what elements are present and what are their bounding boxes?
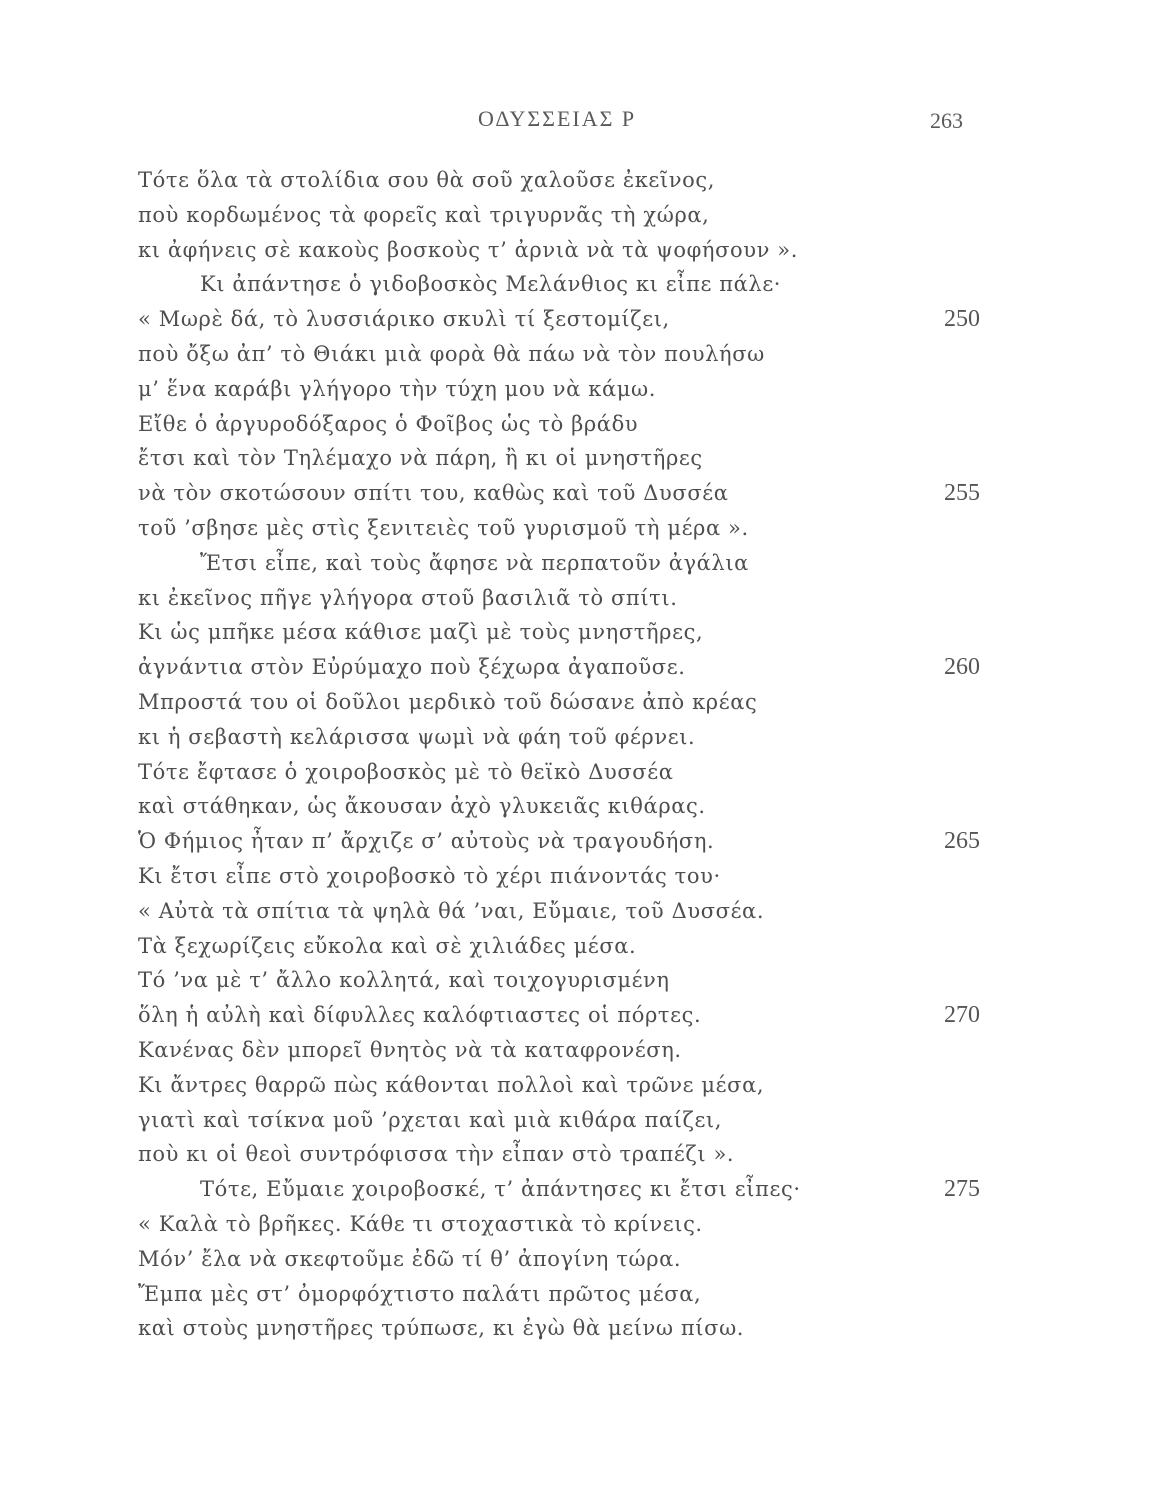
verse-line [138,1137,988,1172]
verse-text: Κι ὡς μπῆκε μέσα κάθισε μαζὶ μὲ τοὺς μνηστῆρες, [138,620,704,645]
line-number: 270 [944,1002,980,1029]
verse-line [138,963,988,998]
verse-text: Κι ἀπάντησε ὁ γιδοβοσκὸς Μελάνθιος κι εἶπε πάλε· [200,272,782,297]
verse-line [138,163,988,198]
line-number: 255 [944,480,980,507]
verse-line [138,929,988,964]
verse-text: Ἔμπα μὲς στ’ ὀμορφόχτιστο παλάτι πρῶτος μέσα, [138,1281,702,1306]
verse-line [138,1068,988,1103]
verse-text: κι ἀφήνεις σὲ κακοὺς βοσκοὺς τ’ ἀρνιὰ νὰ τὰ ψοφήσουν ». [138,237,799,262]
verse-line [138,1033,988,1068]
verse-text: Τότε ὅλα τὰ στολίδια σου θὰ σοῦ χαλοῦσε ἐκεῖνος, [138,168,715,192]
verse-text: ποὺ ὄξω ἀπ’ τὸ Θιάκι μιὰ φορὰ θὰ πάω νὰ τὸν πουλήσω [138,341,765,366]
verse-line [138,233,988,268]
verse-text: ποὺ κορδωμένος τὰ φορεῖς καὶ τριγυρνᾶς τὴ χώρα, [138,202,710,227]
verse-line [138,407,988,442]
verse-text: « Μωρὲ δά, τὸ λυσσιάρικο σκυλὶ τί ξεστομίζει, [138,307,670,332]
verse-line [138,650,988,685]
verse-text: Κανένας δὲν μπορεῖ θνητὸς νὰ τὰ καταφρονέση. [138,1037,682,1062]
verse-line [138,789,988,824]
verse-line [138,581,988,616]
line-number: 250 [944,306,980,333]
verse-line [138,546,988,581]
verse-line [138,615,988,650]
running-head [0,106,1166,142]
verse-line [138,198,988,233]
page-number: 263 [930,108,963,133]
verse-text: Ἔτσι εἶπε, καὶ τοὺς ἄφησε νὰ περπατοῦν ἀγάλια [200,550,749,575]
verse-line [138,337,988,372]
verse-text: « Καλὰ τὸ βρῆκες. Κάθε τι στοχαστικὰ τὸ κρίνεις. [138,1211,703,1236]
verse-text: τοῦ ’σβησε μὲς στὶς ξενιτειὲς τοῦ γυρισμοῦ τὴ μέρα ». [138,515,749,540]
verse-text: νὰ τὸν σκοτώσουν σπίτι του, καθὼς καὶ τοῦ Δυσσέα [138,481,729,506]
verse-line [138,1311,988,1346]
verse-line [138,1103,988,1138]
verse-line [138,511,988,546]
verse-line [138,998,988,1033]
verse-line [138,441,988,476]
verse-line [138,755,988,790]
verse-line [138,1277,988,1312]
verse-line [138,720,988,755]
verse-text: Κι ἔτσι εἶπε στὸ χοιροβοσκὸ τὸ χέρι πιάνοντάς του· [138,863,721,888]
verse-text: καὶ στοὺς μνηστῆρες τρύπωσε, κι ἐγὼ θὰ μείνω πίσω. [138,1316,745,1341]
verse-text: ποὺ κι οἱ θεοὶ συντρόφισσα τὴν εἶπαν στὸ τραπέζι ». [138,1142,735,1167]
verse-line [138,302,988,337]
verse-text: Εἴθε ὁ ἀργυροδόξαρος ὁ Φοῖβος ὡς τὸ βράδυ [138,411,639,436]
verse-line [138,372,988,407]
verse-text: Μόν’ ἔλα νὰ σκεφτοῦμε ἐδῶ τί θ’ ἀπογίνη τώρα. [138,1246,682,1271]
verse-text: Τότε ἔφτασε ὁ χοιροβοσκὸς μὲ τὸ θεϊκὸ Δυσσέα [138,759,674,784]
verse-line [138,476,988,511]
verse-line [138,1242,988,1277]
verse-text: Τότε, Εὔμαιε χοιροβοσκέ, τ’ ἀπάντησες κι ἔτσι εἶπες· [200,1177,801,1202]
verse-text: Κι ἄντρες θαρρῶ πὼς κάθονται πολλοὶ καὶ τρῶνε μέσα, [138,1072,765,1097]
verse-text: κι ἐκεῖνος πῆγε γλήγορα στοῦ βασιλιᾶ τὸ σπίτι. [138,585,678,610]
verse-line [138,894,988,929]
line-number: 260 [944,654,980,681]
line-number: 275 [944,1176,980,1203]
verse-text: ἔτσι καὶ τὸν Τηλέμαχο νὰ πάρη, ἢ κι οἱ μνηστῆρες [138,446,703,471]
verse-line [138,685,988,720]
verse-text: καὶ στάθηκαν, ὡς ἄκουσαν ἀχὸ γλυκειᾶς κιθάρας. [138,794,706,819]
verse-text: ὅλη ἡ αὐλὴ καὶ δίφυλλες καλόφτιαστες οἱ πόρτες. [138,1003,702,1028]
verse-text: Τὰ ξεχωρίζεις εὔκολα καὶ σὲ χιλιάδες μέσα. [138,933,637,958]
verse-text: Μπροστά του οἱ δοῦλοι μερδικὸ τοῦ δώσανε ἀπὸ κρέας [138,689,758,714]
verse-text: κι ἡ σεβαστὴ κελάρισσα ψωμὶ νὰ φάη τοῦ φέρνει. [138,724,696,749]
verse-line [138,824,988,859]
verse-text: Τό ’να μὲ τ’ ἄλλο κολλητά, καὶ τοιχογυρισμένη [138,968,670,993]
verse-line [138,1207,988,1242]
verse-text: ἀγνάντια στὸν Εὐρύμαχο ποὺ ξέχωρα ἀγαποῦσε. [138,655,686,680]
verse-line [138,267,988,302]
verse-text: « Αὐτὰ τὰ σπίτια τὰ ψηλὰ θά ’ναι, Εὔμαιε, τοῦ Δυσσέα. [138,898,765,923]
verse-line [138,1172,988,1207]
verse-text: μ’ ἕνα καράβι γλήγορο τὴν τύχη μου νὰ κάμω. [138,376,656,401]
verse-text: γιατὶ καὶ τσίκνα μοῦ ’ρχεται καὶ μιὰ κιθάρα παίζει, [138,1107,723,1132]
verse-line [138,859,988,894]
verse-block [138,163,988,1346]
running-title: ΟΔΥΣΣΕΙΑΣ Ρ [478,106,637,131]
line-number: 265 [944,828,980,855]
verse-text: Ὁ Φήμιος ἦταν π’ ἄρχιζε σ’ αὐτοὺς νὰ τραγουδήση. [138,829,715,854]
